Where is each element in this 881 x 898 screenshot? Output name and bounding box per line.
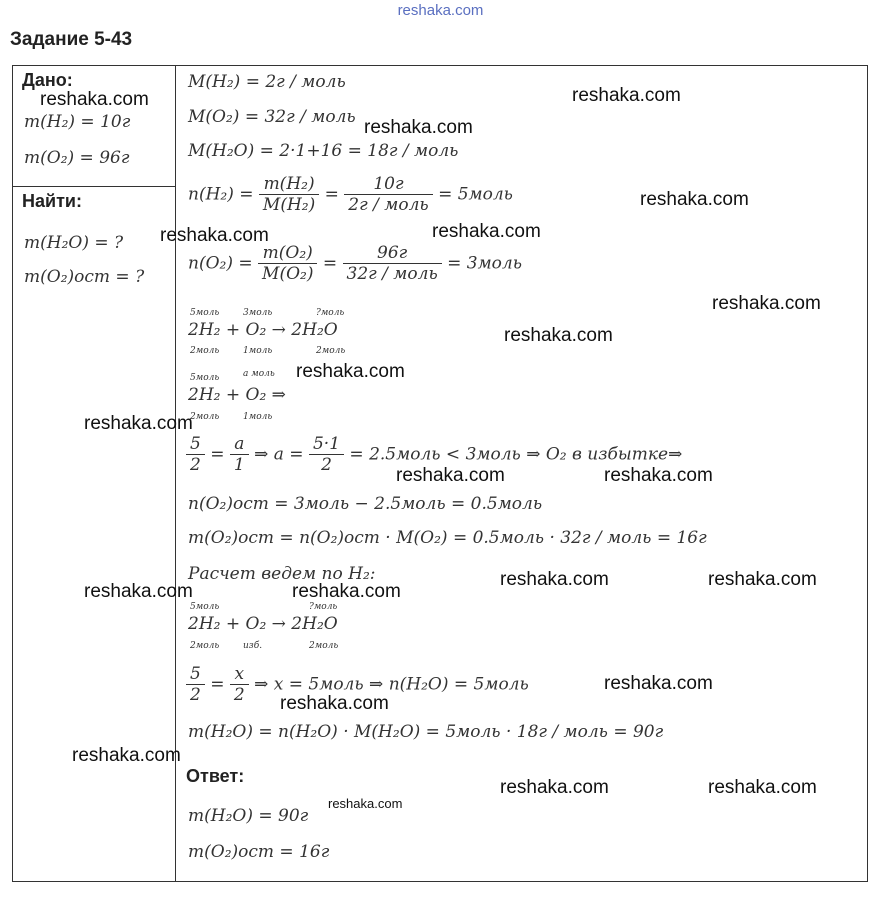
reaction-equation-2: 2H₂ + O₂ ⇒ bbox=[188, 385, 286, 405]
x-result: ⇒ x = 5моль ⇒ n(H₂O) = 5моль bbox=[254, 674, 529, 695]
watermark: reshaka.com bbox=[292, 581, 401, 602]
given-label: Дано: bbox=[22, 70, 73, 90]
find-mass-o2-rest: m(O₂)ост = ? bbox=[24, 267, 145, 287]
eq2-annotation-bottom-1: 2моль bbox=[190, 412, 220, 422]
n-o2-fraction-1 bbox=[258, 243, 317, 284]
watermark: reshaka.com bbox=[432, 221, 541, 242]
fraction-numerator: 5 bbox=[186, 664, 205, 685]
given-mass-o2: m(O₂) = 96г bbox=[24, 148, 130, 168]
eq3-annotation-top-1: 5моль bbox=[190, 602, 220, 612]
m-o2-remaining: m(O₂)ост = n(O₂)ост · M(O₂) = 0.5моль · 32г / моль = 16г bbox=[188, 528, 707, 548]
answer-mass-o2-rest: m(O₂)ост = 16г bbox=[188, 842, 330, 862]
reaction-equation-3: 2H₂ + O₂ → 2H₂O bbox=[188, 614, 338, 634]
eq2-annotation-top-2: a моль bbox=[243, 369, 275, 379]
x-fraction-2 bbox=[230, 664, 249, 705]
fraction-denominator: 1 bbox=[233, 455, 245, 475]
eq1-annotation-top-1: 5моль bbox=[190, 308, 220, 318]
n-h2-equation: n(H₂) = $\frac{\text{m(H₂)}}{\text{M(H₂)}}$ = $\frac{10г}{\text{2г / моль}}$ = 5моль bbox=[188, 174, 513, 215]
proportion-result: = 2.5моль < 3моль ⇒ O₂ в избытке⇒ bbox=[349, 444, 683, 465]
watermark: reshaka.com bbox=[572, 85, 681, 106]
watermark: reshaka.com bbox=[604, 673, 713, 694]
site-header-link[interactable]: reshaka.com bbox=[397, 2, 484, 19]
proportion-fraction-3 bbox=[309, 434, 344, 475]
eq3-annotation-top-3: ?моль bbox=[309, 602, 338, 612]
eq1-annotation-bottom-1: 2моль bbox=[190, 346, 220, 356]
watermark: reshaka.com bbox=[280, 693, 389, 714]
n-o2-fraction-2 bbox=[343, 243, 442, 284]
watermark: reshaka.com bbox=[296, 361, 405, 382]
fraction-numerator: m(H₂) bbox=[259, 174, 319, 195]
n-o2-remaining: n(O₂)ост = 3моль − 2.5моль = 0.5моль bbox=[188, 494, 543, 514]
eq1-annotation-bottom-3: 2моль bbox=[316, 346, 346, 356]
watermark: reshaka.com bbox=[640, 189, 749, 210]
molar-mass-h2: M(H₂) = 2г / моль bbox=[188, 72, 346, 92]
x-proportion-equation: $\frac{5}{2}$ = $\frac{x}{2}$ ⇒ x = 5моль ⇒ n(H₂O) = 5моль bbox=[186, 664, 529, 705]
eq3-annotation-bottom-3: 2моль bbox=[309, 641, 339, 651]
eq1-annotation-top-2: 3моль bbox=[243, 308, 273, 318]
fraction-numerator: m(O₂) bbox=[258, 243, 317, 264]
watermark: reshaka.com bbox=[160, 225, 269, 246]
watermark: reshaka.com bbox=[604, 465, 713, 486]
n-o2-equation: n(O₂) = $\frac{\text{m(O₂)}}{\text{M(O₂)}}$ = $\frac{96г}{\text{32г / моль}}$ = 3моль bbox=[188, 243, 522, 284]
proportion-fraction-2 bbox=[230, 434, 249, 475]
watermark: reshaka.com bbox=[504, 325, 613, 346]
fraction-numerator: 5·1 bbox=[309, 434, 344, 455]
molar-mass-o2: M(O₂) = 32г / моль bbox=[188, 107, 356, 127]
n-h2-fraction-2 bbox=[344, 174, 432, 215]
watermark: reshaka.com bbox=[396, 465, 505, 486]
fraction-denominator: 2 bbox=[321, 455, 332, 475]
fraction-denominator: 2 bbox=[190, 455, 201, 475]
fraction-numerator: 5 bbox=[186, 434, 205, 455]
fraction-numerator: 96г bbox=[343, 243, 442, 264]
given-find-divider bbox=[12, 186, 176, 187]
eq2-annotation-bottom-2: 1моль bbox=[243, 412, 273, 422]
answer-label: Ответ: bbox=[186, 766, 245, 786]
find-label: Найти: bbox=[22, 191, 82, 211]
fraction-denominator: 32г / моль bbox=[346, 264, 438, 284]
watermark: reshaka.com bbox=[708, 569, 817, 590]
proportion-fraction-1 bbox=[186, 434, 205, 475]
task-title: Задание 5-43 bbox=[10, 29, 133, 50]
fraction-denominator: M(H₂) bbox=[262, 195, 316, 215]
fraction-numerator: 10г bbox=[344, 174, 432, 195]
n-h2-left: n(H₂) = bbox=[188, 184, 254, 205]
calculation-note: Расчет ведем по H₂: bbox=[188, 564, 376, 584]
proportion-equation: $\frac{5}{2}$ = $\frac{a}{1}$ ⇒ a = $\frac{5\cdot 1}{2}$ = 2.5моль < 3моль ⇒ O₂ в избытке⇒ bbox=[186, 434, 682, 475]
answer-mass-h2o: m(H₂O) = 90г bbox=[188, 806, 309, 826]
watermark: reshaka.com bbox=[84, 581, 193, 602]
watermark: reshaka.com bbox=[364, 117, 473, 138]
eq1-annotation-bottom-2: 1моль bbox=[243, 346, 273, 356]
x-fraction-1 bbox=[186, 664, 205, 705]
fraction-numerator: x bbox=[230, 664, 249, 685]
reaction-equation-1: 2H₂ + O₂ → 2H₂O bbox=[188, 320, 338, 340]
watermark: reshaka.com bbox=[712, 293, 821, 314]
watermark: reshaka.com bbox=[40, 89, 149, 110]
fraction-denominator: 2 bbox=[190, 685, 201, 705]
n-o2-left: n(O₂) = bbox=[188, 253, 253, 274]
find-mass-h2o: m(H₂O) = ? bbox=[24, 233, 124, 253]
eq2-annotation-top-1: 5моль bbox=[190, 373, 220, 383]
watermark: reshaka.com bbox=[328, 796, 403, 811]
fraction-denominator: 2 bbox=[233, 685, 245, 705]
n-o2-result: = 3моль bbox=[447, 253, 522, 274]
fraction-denominator: M(O₂) bbox=[262, 264, 314, 284]
watermark: reshaka.com bbox=[500, 569, 609, 590]
eq3-annotation-bottom-1: 2моль bbox=[190, 641, 220, 651]
n-h2-result: = 5моль bbox=[438, 184, 513, 205]
watermark: reshaka.com bbox=[84, 413, 193, 434]
watermark: reshaka.com bbox=[72, 745, 181, 766]
molar-mass-h2o: M(H₂O) = 2·1+16 = 18г / моль bbox=[188, 141, 459, 161]
watermark: reshaka.com bbox=[708, 777, 817, 798]
proportion-middle: ⇒ a = bbox=[254, 444, 304, 465]
fraction-denominator: 2г / моль bbox=[348, 195, 429, 215]
given-mass-h2: m(H₂) = 10г bbox=[24, 112, 131, 132]
watermark: reshaka.com bbox=[500, 777, 609, 798]
m-h2o-calculation: m(H₂O) = n(H₂O) · M(H₂O) = 5моль · 18г / моль = 90г bbox=[188, 722, 664, 742]
eq1-annotation-top-3: ?моль bbox=[316, 308, 345, 318]
eq3-annotation-bottom-2: изб. bbox=[243, 641, 263, 651]
fraction-numerator: a bbox=[230, 434, 249, 455]
n-h2-fraction-1 bbox=[259, 174, 319, 215]
